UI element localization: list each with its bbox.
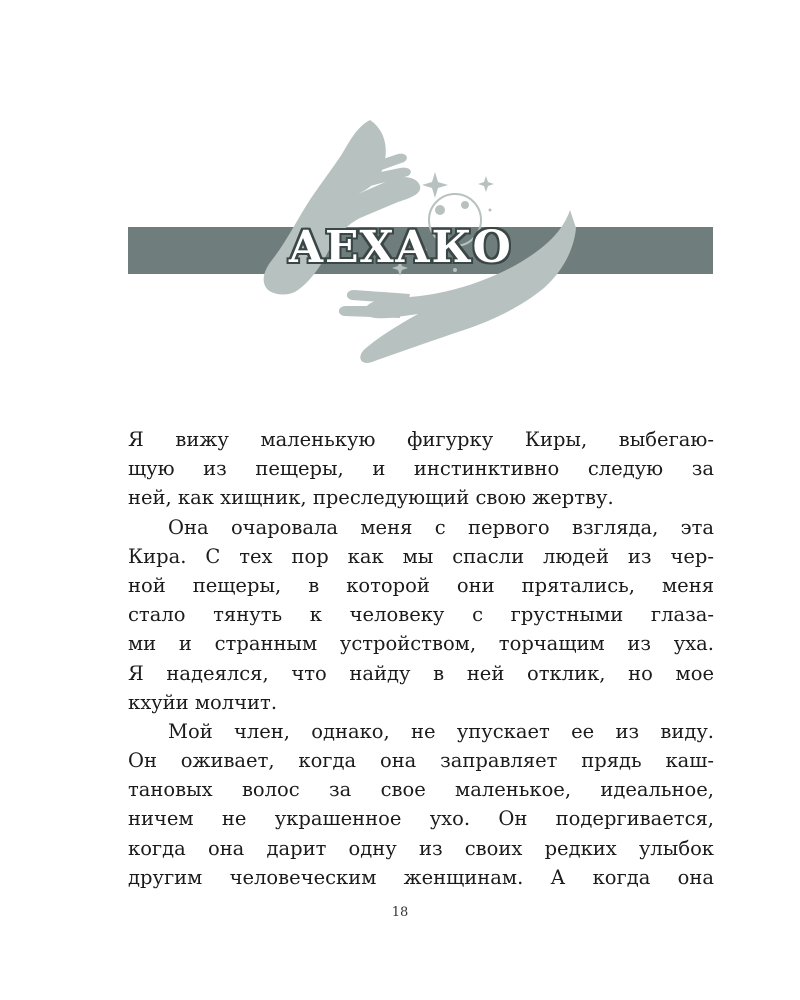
text-line: ми и странным устройством, торчащим из уха.: [128, 632, 714, 656]
page-number: 18: [391, 905, 409, 920]
chapter-title: АЕХАКО: [288, 222, 512, 273]
text-line: ной пещеры, в которой они прятались, меня: [128, 573, 714, 597]
text-line: Она очаровала меня с первого взгляда, эта: [168, 515, 714, 539]
text-line: кхуйи молчит.: [128, 690, 278, 714]
text-line: Я вижу маленькую фигурку Киры, выбегаю-: [128, 428, 714, 451]
text-line: Я надеялся, что найду в ней отклик, но мое: [128, 661, 714, 685]
text-line: когда она дарит одну из своих редких улыбок: [128, 836, 714, 860]
body-text: [128, 425, 714, 892]
text-line: ничем не украшенное ухо. Он подергивается,: [128, 807, 714, 831]
text-line: Он оживает, когда она заправляет прядь каш-: [128, 749, 714, 773]
text-line: Кира. С тех пор как мы спасли людей из чер-: [128, 544, 714, 568]
text-line: щую из пещеры, и инстинктивно следую за: [128, 457, 714, 481]
text-line: другим человеческим женщинам. А когда она: [128, 865, 714, 889]
text-line: ней, как хищник, преследующий свою жертву.: [128, 486, 614, 510]
chapter-header: [0, 0, 800, 380]
text-line: Мой член, однако, не упускает ее из виду.: [168, 719, 714, 743]
text-line: тановых волос за свое маленькое, идеальное,: [128, 778, 714, 802]
text-line: стало тянуть к человеку с грустными глаза-: [128, 603, 714, 627]
